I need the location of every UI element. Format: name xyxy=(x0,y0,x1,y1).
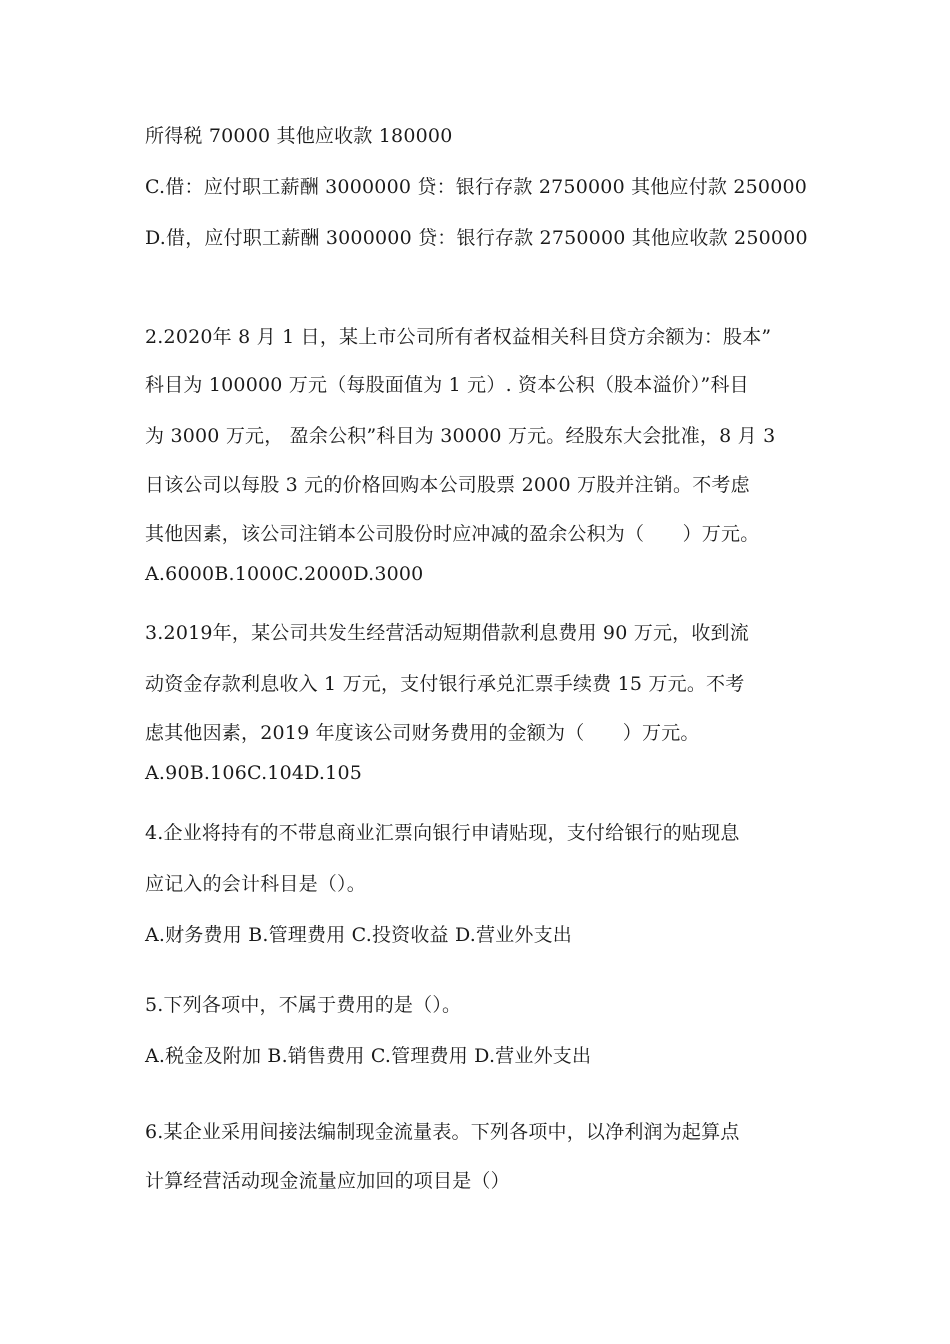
question-2-line-5: 其他因素，该公司注销本公司股份时应冲减的盈余公积为（ ）万元。 xyxy=(145,523,760,545)
question-6-line-1: 6.某企业采用间接法编制现金流量表。下列各项中，以净利润为起算点 xyxy=(145,1121,740,1143)
question-2-line-3: 为 3000 万元， 盈余公积”科目为 30000 万元。经股东大会批准，8 月 3 xyxy=(145,425,776,447)
question-2-line-1: 2.2020年 8 月 1 日，某上市公司所有者权益相关科目贷方余额为：股本” xyxy=(145,326,772,348)
answer-continuation-line: 所得税 70000 其他应收款 180000 xyxy=(145,125,453,147)
option-c-line: C.借：应付职工薪酬 3000000 贷：银行存款 2750000 其他应付款 250000 xyxy=(145,176,808,198)
question-2-line-2: 科目为 100000 万元（每股面值为 1 元）. 资本公积（股本溢价）”科目 xyxy=(145,374,749,396)
question-3-line-1: 3.2019年，某公司共发生经营活动短期借款利息费用 90 万元，收到流 xyxy=(145,622,749,644)
question-3-options: A.90B.106C.104D.105 xyxy=(145,762,363,784)
question-2-line-4: 日该公司以每股 3 元的价格回购本公司股票 2000 万股并注销。不考虑 xyxy=(145,474,750,496)
question-2-options: A.6000B.1000C.2000D.3000 xyxy=(145,563,424,585)
question-5-options: A.税金及附加 B.销售费用 C.管理费用 D.营业外支出 xyxy=(145,1045,592,1067)
question-4-options: A.财务费用 B.管理费用 C.投资收益 D.营业外支出 xyxy=(145,924,572,946)
question-4-line-1: 4.企业将持有的不带息商业汇票向银行申请贴现，支付给银行的贴现息 xyxy=(145,822,740,844)
question-4-line-2: 应记入的会计科目是（）。 xyxy=(145,873,366,895)
question-3-line-3: 虑其他因素，2019 年度该公司财务费用的金额为（ ）万元。 xyxy=(145,722,700,744)
question-5-line-1: 5.下列各项中，不属于费用的是（）。 xyxy=(145,994,462,1016)
question-6-line-2: 计算经营活动现金流量应加回的项目是（） xyxy=(145,1170,510,1192)
question-3-line-2: 动资金存款利息收入 1 万元，支付银行承兑汇票手续费 15 万元。不考 xyxy=(145,673,745,695)
option-d-line: D.借，应付职工薪酬 3000000 贷：银行存款 2750000 其他应收款 250000 xyxy=(145,227,808,249)
